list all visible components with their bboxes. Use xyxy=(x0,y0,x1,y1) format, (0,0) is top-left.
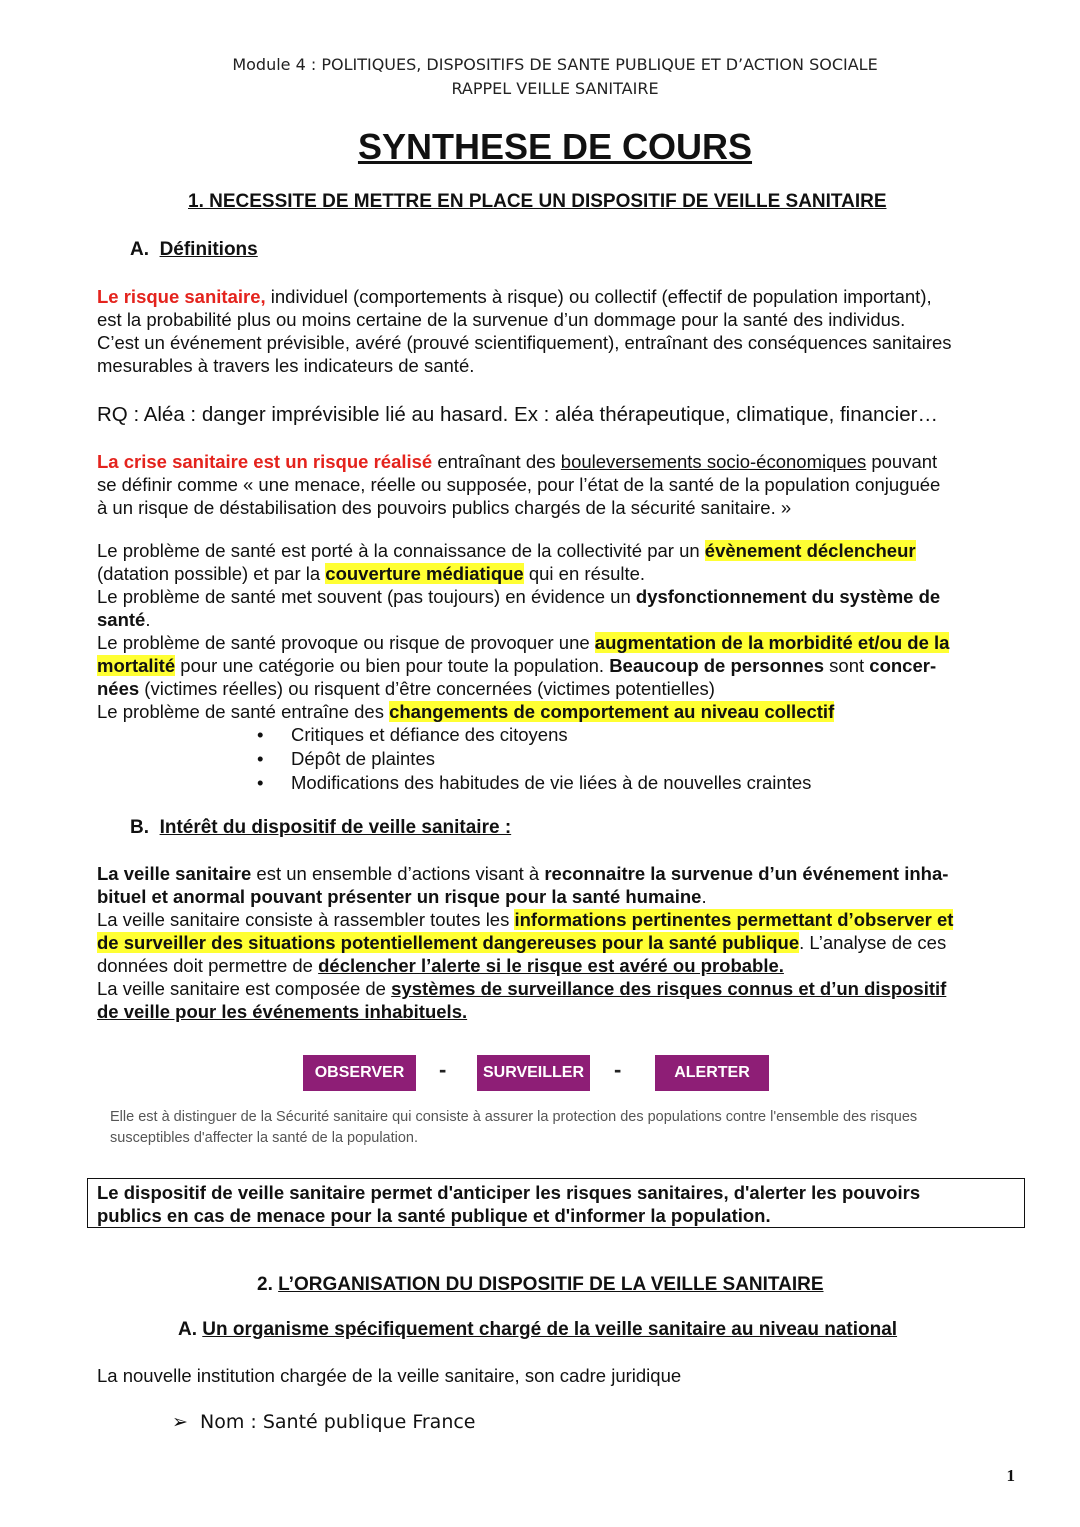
paragraph-probleme: Le problème de santé est porté à la connaissance de la collectivité par un évènement déclencheur (datation possible) et par la couverture médiatique qui en résulte. Le problème de santé met souvent (pas toujours) en évidence un dysfonctionnement du système de santé. Le problème de santé provoque ou risque de provoquer une augmentation de la morbidité et/ou de la mortalité pour une catégorie ou bien pour toute la population. Beaucoup de personnes sont concer- nées (victimes réelles) ou risquent d’être concernées (victimes potentielles) Le problème de santé entraîne des changements de comportement au niveau collectif xyxy=(97,540,950,722)
list-item: • Modifications des habitudes de vie liées à de nouvelles craintes xyxy=(291,772,811,796)
paragraph-risque: Le risque sanitaire, individuel (comportements à risque) ou collectif (effectif de population important), est la probabilité plus ou moins certaine de la survenue d’un dommage pour la santé des individus. C’est un événement prévisible, avéré (prouvé scientifiquement), entraînant des conséquences sanitaires mesurables à travers les indicateurs de santé. xyxy=(97,286,952,376)
section-2-subsection-a: A. Un organisme spécifiquement chargé de la veille sanitaire au niveau national xyxy=(178,1319,898,1340)
subsection-a-heading xyxy=(130,239,258,261)
page-title: SYNTHESE DE COURS xyxy=(357,126,753,167)
summary-box: Le dispositif de veille sanitaire permet d'anticiper les risques sanitaires, d'alerter les pouvoirs publics en cas de menace pour la santé publique et d'informer la population. xyxy=(87,1178,1025,1228)
step-observer: OBSERVER xyxy=(303,1055,416,1091)
nom-line: ➢ Nom : Santé publique France xyxy=(172,1411,476,1433)
step-separator: - xyxy=(614,1057,622,1082)
remark-alea: RQ : Aléa : danger imprévisible lié au hasard. Ex : aléa thérapeutique, climatique, financier… xyxy=(97,403,938,426)
module-header: Module 4 : POLITIQUES, DISPOSITIFS DE SANTE PUBLIQUE ET D’ACTION SOCIALE xyxy=(232,55,878,74)
list-item: • Dépôt de plaintes xyxy=(291,748,811,772)
section-2-heading: 2. L’ORGANISATION DU DISPOSITIF DE LA VEILLE SANITAIRE xyxy=(257,1274,824,1295)
subsection-label: Définitions xyxy=(159,239,258,260)
subsection-letter: A. xyxy=(130,239,149,260)
section-2-intro: La nouvelle institution chargée de la veille sanitaire, son cadre juridique xyxy=(97,1365,682,1386)
highlight-morbidite: augmentation de la morbidité et/ou de la xyxy=(594,632,950,653)
step-alerter: ALERTER xyxy=(655,1055,769,1091)
highlight-changements: changements de comportement au niveau collectif xyxy=(389,701,835,722)
page-number: 1 xyxy=(1006,1466,1015,1485)
term-risque: Le risque sanitaire, xyxy=(97,286,266,307)
subheader: RAPPEL VEILLE SANITAIRE xyxy=(451,79,659,98)
term-crise: La crise sanitaire est un risque réalisé xyxy=(97,451,433,472)
subsection-b-heading: B. Intérêt du dispositif de veille sanitaire : xyxy=(130,817,512,838)
section-1-heading: 1. NECESSITE DE METTRE EN PLACE UN DISPOSITIF DE VEILLE SANITAIRE xyxy=(188,191,887,212)
highlight-couverture: couverture médiatique xyxy=(325,563,524,584)
highlight-evenement: évènement déclencheur xyxy=(704,540,916,561)
list-item: • Critiques et défiance des citoyens xyxy=(291,724,811,748)
step-surveiller: SURVEILLER xyxy=(477,1055,590,1091)
paragraph-veille: La veille sanitaire est un ensemble d’actions visant à reconnaitre la survenue d’un événement inha- bituel et anormal pouvant présenter un risque pour la santé humaine. La veille sanitaire consiste à rassembler toutes les informations pertinentes permettant d’observer et de surveiller des situations potentiellement dangereuses pour la santé publique. L’analyse de ces données doit permettre de déclencher l’alerte si le risque est avéré ou probable. La veille sanitaire est composée de systèmes de surveillance des risques connus et d’un dispositif de veille pour les événements inhabituels. xyxy=(97,863,954,1022)
bullet-list xyxy=(291,724,811,796)
arrow-icon: ➢ xyxy=(172,1411,188,1433)
paragraph-crise: La crise sanitaire est un risque réalisé entraînant des bouleversements socio-économiques pouvant se définir comme « une menace, réelle ou supposée, pour l’état de la santé de la population conjuguée à un risque de déstabilisation des pouvoirs publics chargés de la sécurité sanitaire. » xyxy=(97,451,941,518)
note-securite: Elle est à distinguer de la Sécurité sanitaire qui consiste à assurer la protection des populations contre l'ensemble des risques susceptibles d'affecter la santé de la population. xyxy=(110,1109,918,1146)
step-separator: - xyxy=(439,1057,447,1082)
